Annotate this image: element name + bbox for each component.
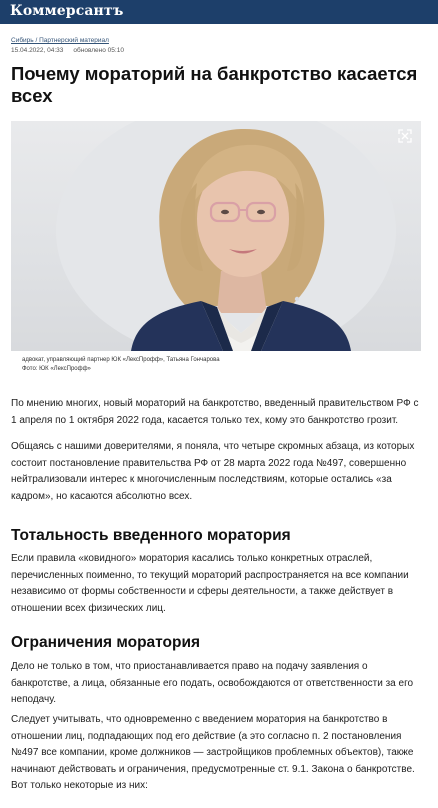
update-time: обновлено 05:10 <box>73 47 124 54</box>
photo-credit: Фото: ЮК «ЛексПрофф» <box>22 366 91 372</box>
breadcrumb[interactable] <box>11 37 109 44</box>
site-header <box>0 0 438 24</box>
article-title: Почему мораторий на банкротство касается всех <box>11 63 418 106</box>
portrait-illustration <box>11 121 421 351</box>
article-photo[interactable] <box>11 121 421 351</box>
paragraph: Общаясь с нашими доверителями, я поняла, что четыре скромных абзаца, из которых состоит постановление правительства РФ от 28 марта 2022 года №497, совершенно нейтрализовали интерес к многочисленным последствиям, которые остались «за кадром», но касаются абсолютно всех. <box>11 441 415 502</box>
photo-caption-block <box>22 356 220 374</box>
paragraph: Если правила «ковидного» моратория касались только конкретных отраслей, перечисленных поименно, то текущий мораторий распространяется на все компании независимо от формы собственности и сферы деятельности, а также действует в отношении всех физических лиц. <box>11 553 409 614</box>
publish-date: 15.04.2022, 04:33 <box>11 47 64 54</box>
site-logo[interactable]: Коммерсантъ <box>10 3 124 19</box>
expand-icon[interactable] <box>398 129 412 143</box>
breadcrumb-link[interactable]: Сибирь / Партнерский материал <box>11 37 109 44</box>
article-meta <box>11 47 124 54</box>
section-heading: Ограничения моратория <box>11 634 201 651</box>
paragraph: По мнению многих, новый мораторий на банкротство, введенный правительством РФ с 1 апреля по 1 октября 2022 года, касается только тех, кому это банкротство грозит. <box>11 398 419 426</box>
photo-caption: адвокат, управляющий партнер ЮК «ЛексПрофф», Татьяна Гончарова <box>22 357 220 363</box>
section-heading: Тотальность введенного моратория <box>11 527 291 544</box>
paragraph: Следует учитывать, что одновременно с введением моратория на банкротство в отношении лиц, подпадающих под его действие (а это согласно п. 2 постановления №497 все компании, кроме должников — застройщиков проблемных объектов), также начинают действовать и ограничения, предусмотренные ст. 9.1. Закона о банкротстве. Вот только некоторые из них: <box>11 714 415 791</box>
paragraph: Дело не только в том, что приостанавливается право на подачу заявления о банкротстве, а лица, обязанные его подать, освобождаются от ответственности за его неподачу. <box>11 661 414 705</box>
